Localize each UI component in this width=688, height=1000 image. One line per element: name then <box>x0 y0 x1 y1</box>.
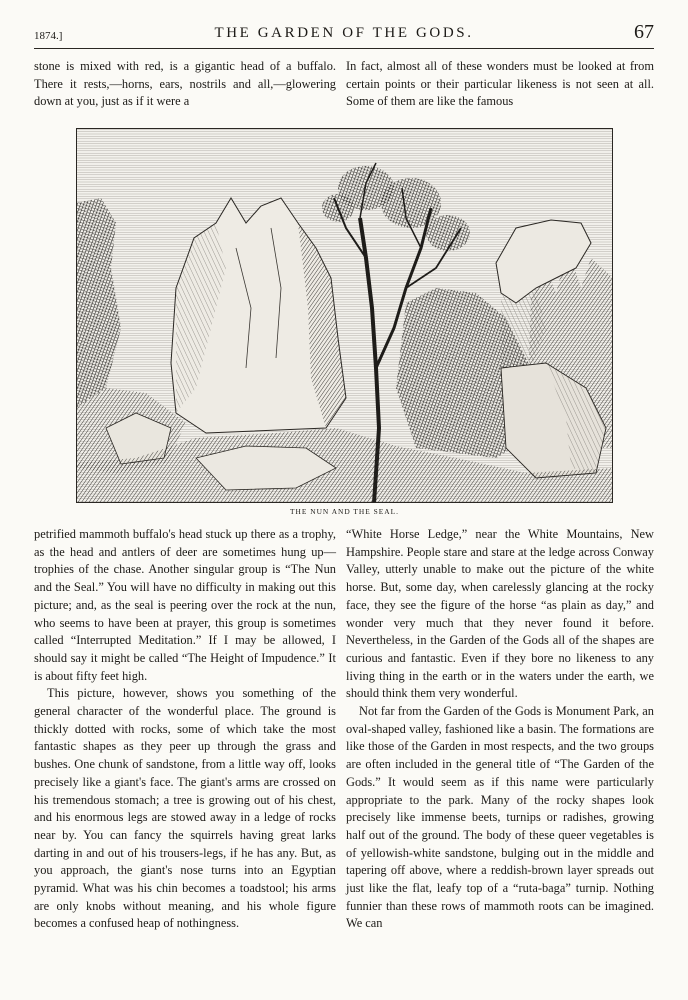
paragraph: This picture, however, shows you something of the general character of the wonderful place. The ground is thickly dotted with rocks, some of which take the most fantastic shapes as they peer up through the grass and bushes. One chunk of sandstone, from a little way off, looks precisely like a giant's face. The giant's arms are crossed on his tremendous stomach; a tree is growing out of his chest, and his enormous legs are stowed away in a ledge of rocks near by. You can fancy the squirrels having great larks darting in and out of his trousers-legs, if he has any. But, as you approach, the giant's nose turns into an Egyptian pyramid. What was his chin becomes a toadstool; his arms are only knobs without meaning, and his whole figure becomes a confused heap of nothingness. <box>34 686 336 931</box>
page-number: 67 <box>634 21 654 43</box>
paragraph: stone is mixed with red, is a gigantic head of a buffalo. There it rests,—horns, ears, nostrils and all,—glowering down at you, just as if it were a <box>34 59 336 109</box>
paragraph: “White Horse Ledge,” near the White Mountains, New Hampshire. People stare and stare at the ledge across Conway Valley, utterly unable to make out the picture of the white horse. But, some day, when carelessly glancing at the rocky face, they see the figure of the horse “as plain as day,” and wonder very much that they never found it before. Nevertheless, in the Garden of the Gods all of the shapes are curious and fantastic. Even if they bore no likeness to any living thing in the earth or in the waters under the earth, we should think them very wonderful. <box>346 527 654 701</box>
column-left <box>34 526 336 933</box>
header-title: THE GARDEN OF THE GODS. <box>214 25 474 41</box>
paragraph: Not far from the Garden of the Gods is Monument Park, an oval-shaped valley, fashioned like a basin. The formations are like those of the Garden in most respects, and the two groups are often included in the general title of “The Garden of the Gods.” It would seem as if this name were particularly appropriate to the park. Many of the rocky shapes look precisely like immense beets, turnips or radishes, growing half out of the ground. The body of these queer vegetables is of yellowish-white sandstone, bulging out in the middle and tapering off above, where a reddish-brown layer spreads out just like the flat, leafy top of a “ruta-baga” turnip. Nothing funnier than these rows of mammoth roots can be imagined. We can <box>346 704 654 931</box>
running-header <box>34 22 654 49</box>
paragraph: petrified mammoth buffalo's head stuck up there as a trophy, as the head and antlers of deer are sometimes hung up—trophies of the chase. Another singular group is “The Nun and the Seal.” You will have no difficulty in making out this picture; and, as the seal is peering over the rock at the nun, who seems to have been at prayer, this group is sometimes called “Interrupted Meditation.” If I may be allowed, I should say it might be called “The Height of Impudence.” It is about fifty feet high. <box>34 527 336 683</box>
figure-caption: THE NUN AND THE SEAL. <box>290 507 399 516</box>
column-top-right <box>346 58 654 111</box>
column-right <box>346 526 654 933</box>
engraving-nun-and-seal <box>76 128 613 503</box>
paragraph: In fact, almost all of these wonders must be looked at from certain points or their particular likeness is not seen at all. Some of them are like the famous <box>346 59 654 109</box>
column-top-left <box>34 58 336 111</box>
header-year: 1874.] <box>34 30 63 42</box>
